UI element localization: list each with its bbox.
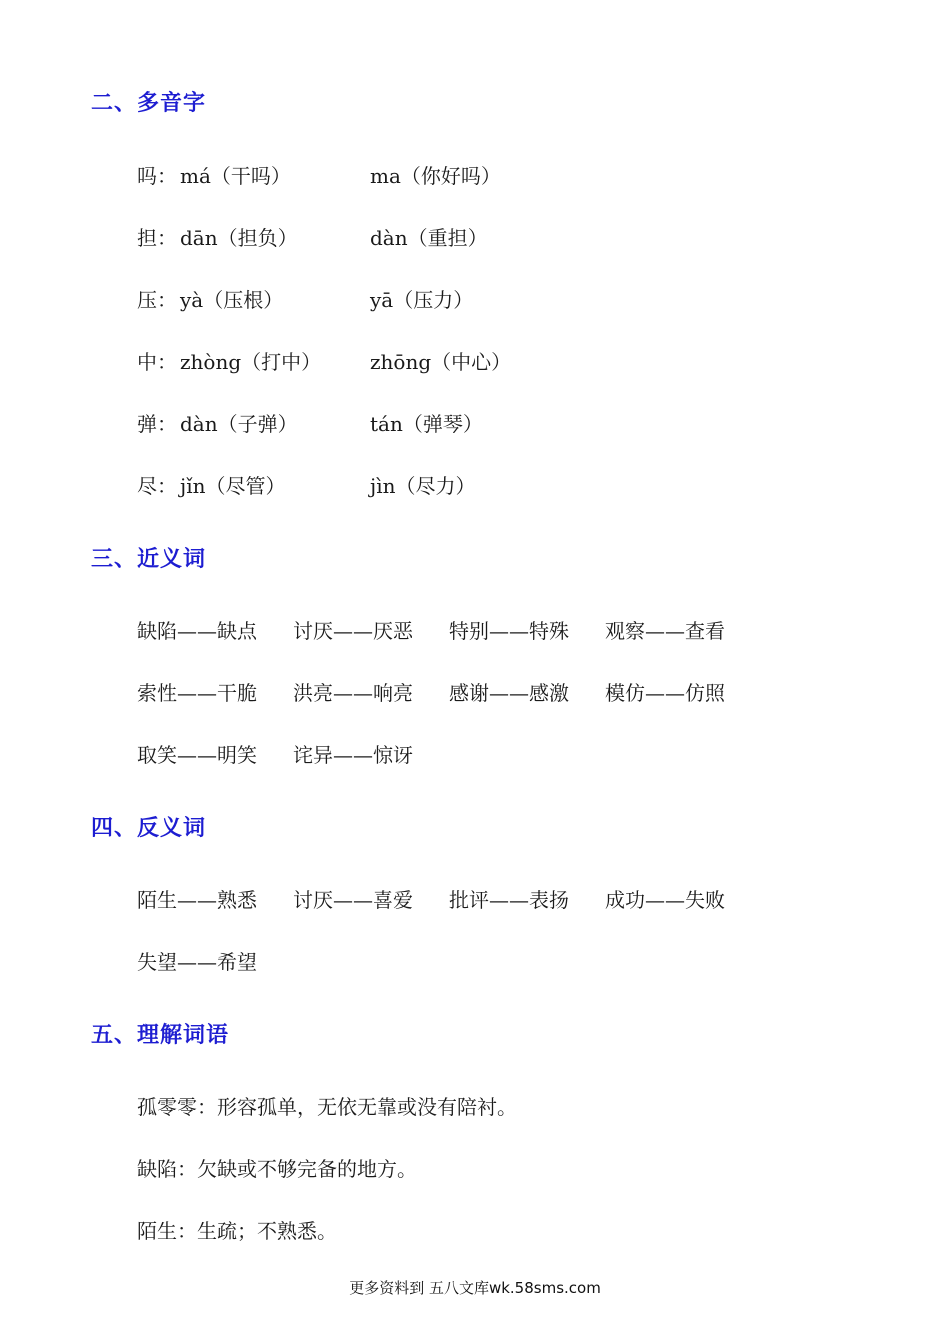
polyphonic-char: 中：	[137, 350, 177, 374]
polyphonic-char: 担：	[137, 226, 177, 250]
polyphonic-reading-b: zhōng（中心）	[370, 350, 512, 374]
heading-antonyms: 四、反义词	[91, 816, 207, 841]
polyphonic-reading-b: ma（你好吗）	[370, 164, 501, 188]
antonym-pair: 批评——表扬	[449, 888, 569, 912]
synonym-pair: 模仿——仿照	[605, 681, 725, 705]
polyphonic-reading-a: jǐn（尽管）	[180, 474, 286, 498]
antonym-pair: 失望——希望	[137, 950, 257, 974]
polyphonic-char: 弹：	[137, 412, 177, 436]
antonym-pair: 成功——失败	[605, 888, 725, 912]
polyphonic-reading-a: zhòng（打中）	[180, 350, 322, 374]
heading-definitions: 五、理解词语	[91, 1023, 230, 1048]
polyphonic-reading-a: má（干吗）	[180, 164, 291, 188]
synonym-pair: 取笑——明笑	[137, 743, 257, 767]
polyphonic-reading-a: dān（担负）	[180, 226, 298, 250]
heading-synonyms: 三、近义词	[91, 547, 207, 572]
synonym-pair: 索性——干脆	[137, 681, 257, 705]
polyphonic-char: 压：	[137, 288, 177, 312]
polyphonic-reading-a: dàn（子弹）	[180, 412, 298, 436]
antonym-pair: 陌生——熟悉	[137, 888, 257, 912]
synonym-pair: 讨厌——厌恶	[293, 619, 413, 643]
antonym-pair: 讨厌——喜爱	[293, 888, 413, 912]
synonym-pair: 感谢——感激	[449, 681, 569, 705]
synonym-pair: 诧异——惊讶	[293, 743, 413, 767]
polyphonic-char: 吗：	[137, 164, 177, 188]
polyphonic-char: 尽：	[137, 474, 177, 498]
polyphonic-reading-b: dàn（重担）	[370, 226, 488, 250]
heading-polyphonic: 二、多音字	[91, 91, 207, 116]
synonym-pair: 洪亮——响亮	[293, 681, 413, 705]
polyphonic-reading-b: jìn（尽力）	[370, 474, 476, 498]
polyphonic-reading-a: yà（压根）	[180, 288, 284, 312]
synonym-pair: 缺陷——缺点	[137, 619, 257, 643]
definition-item: 陌生：生疏；不熟悉。	[137, 1219, 337, 1243]
polyphonic-reading-b: yā（压力）	[370, 288, 474, 312]
synonym-pair: 观察——查看	[605, 619, 725, 643]
polyphonic-reading-b: tán（弹琴）	[370, 412, 483, 436]
definition-item: 孤零零：形容孤单，无依无靠或没有陪衬。	[137, 1095, 517, 1119]
footer-source-link[interactable]: 更多资料到 五八文库wk.58sms.com	[349, 1279, 601, 1297]
definition-item: 缺陷：欠缺或不够完备的地方。	[137, 1157, 417, 1181]
synonym-pair: 特别——特殊	[449, 619, 569, 643]
